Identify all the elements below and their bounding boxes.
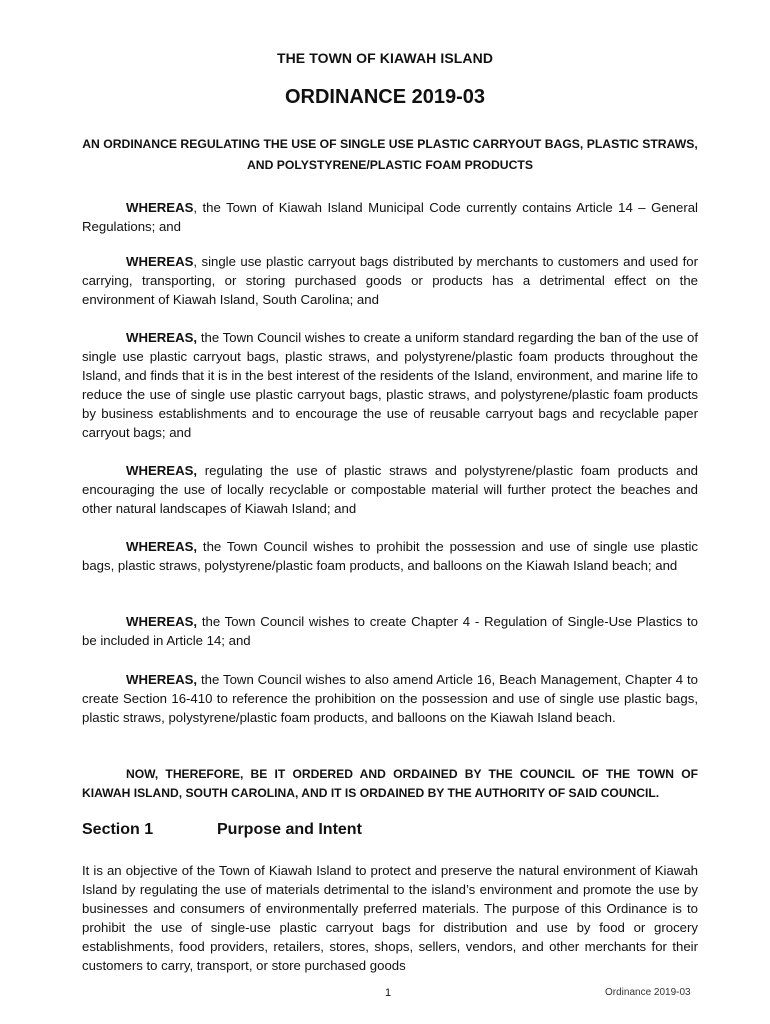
whereas-lead: WHEREAS, <box>126 672 198 687</box>
whereas-text: the Town Council wishes to also amend Article 16, Beach Management, Chapter 4 to create Section 16-410 to reference the prohibition on the possession and use of single use plastic bags, plastic straws, polystyrene/plastic foam products, and balloons on the Kiawah Island beach. <box>82 672 698 725</box>
now-therefore-text: NOW, THEREFORE, BE IT ORDERED AND ORDAINED BY THE COUNCIL OF THE TOWN OF KIAWAH ISLAND, SOUTH CAROLINA, AND IT IS ORDAINED BY THE AUTHORITY OF SAID COUNCIL. <box>82 767 698 800</box>
whereas-lead: WHEREAS <box>126 254 194 269</box>
whereas-paragraph <box>82 670 698 727</box>
section-number: Section 1 <box>82 821 154 838</box>
whereas-lead: WHEREAS, <box>126 614 198 629</box>
whereas-paragraph <box>82 537 698 575</box>
whereas-lead: WHEREAS, <box>126 463 198 478</box>
ordinance-title: ORDINANCE 2019-03 <box>284 86 486 108</box>
whereas-lead: WHEREAS, <box>126 539 198 554</box>
whereas-paragraph <box>82 252 698 309</box>
now-therefore-clause <box>82 765 698 803</box>
whereas-text: regulating the use of plastic straws and polystyrene/plastic foam products and encouraging the use of locally recyclable or compostable material will further protect the beaches and other natural landscapes of Kiawah Island; and <box>82 463 698 516</box>
town-heading: THE TOWN OF KIAWAH ISLAND <box>276 50 494 66</box>
whereas-lead: WHEREAS <box>126 200 194 215</box>
whereas-lead: WHEREAS, <box>126 330 198 345</box>
section-heading <box>82 821 362 839</box>
whereas-paragraph <box>82 328 698 442</box>
whereas-text: the Town Council wishes to prohibit the possession and use of single use plastic bags, plastic straws, polystyrene/plastic foam products, and balloons on the Kiawah Island beach; and <box>82 539 698 573</box>
whereas-text: , single use plastic carryout bags distributed by merchants to customers and used for carrying, transporting, or storing purchased goods or products has a detrimental effect on the environment of Kiawah Island, South Carolina; and <box>82 254 698 307</box>
whereas-text: the Town Council wishes to create a uniform standard regarding the ban of the use of single use plastic carryout bags, plastic straws, and polystyrene/plastic foam products throughout the Island, and finds that it is in the best interest of the residents of the Island, environment, and marine life to reduce the use of single use plastic carryout bags, plastic straws, and polystyrene/plastic foam products by business establishments and to encourage the use of reusable carryout bags and recyclable paper carryout bags; and <box>82 330 698 440</box>
ordinance-subtitle: AN ORDINANCE REGULATING THE USE OF SINGLE USE PLASTIC CARRYOUT BAGS, PLASTIC STRAWS, AND POLYSTYRENE/PLASTIC FOAM PRODUCTS <box>82 137 698 172</box>
whereas-paragraph <box>82 612 698 650</box>
footer-ordinance-label: Ordinance 2019-03 <box>605 987 691 998</box>
whereas-paragraph <box>82 461 698 518</box>
whereas-text: , the Town of Kiawah Island Municipal Code currently contains Article 14 – General Regulations; and <box>82 200 698 234</box>
section-title: Purpose and Intent <box>217 821 362 838</box>
section-body: It is an objective of the Town of Kiawah Island to protect and preserve the natural environment of Kiawah Island by regulating the use of materials detrimental to the island’s environment and promote the use by businesses and consumers of environmentally preferred materials. The purpose of this Ordinance is to prohibit the use of single-use plastic carryout bags for distribution and use by food or grocery establishments, food providers, retailers, stores, shops, sellers, vendors, and other merchants for their customers to carry, transport, or store purchased goods <box>82 863 698 973</box>
whereas-text: the Town Council wishes to create Chapter 4 - Regulation of Single-Use Plastics to be included in Article 14; and <box>82 614 698 648</box>
page-number: 1 <box>385 987 392 999</box>
whereas-paragraph <box>82 198 698 236</box>
